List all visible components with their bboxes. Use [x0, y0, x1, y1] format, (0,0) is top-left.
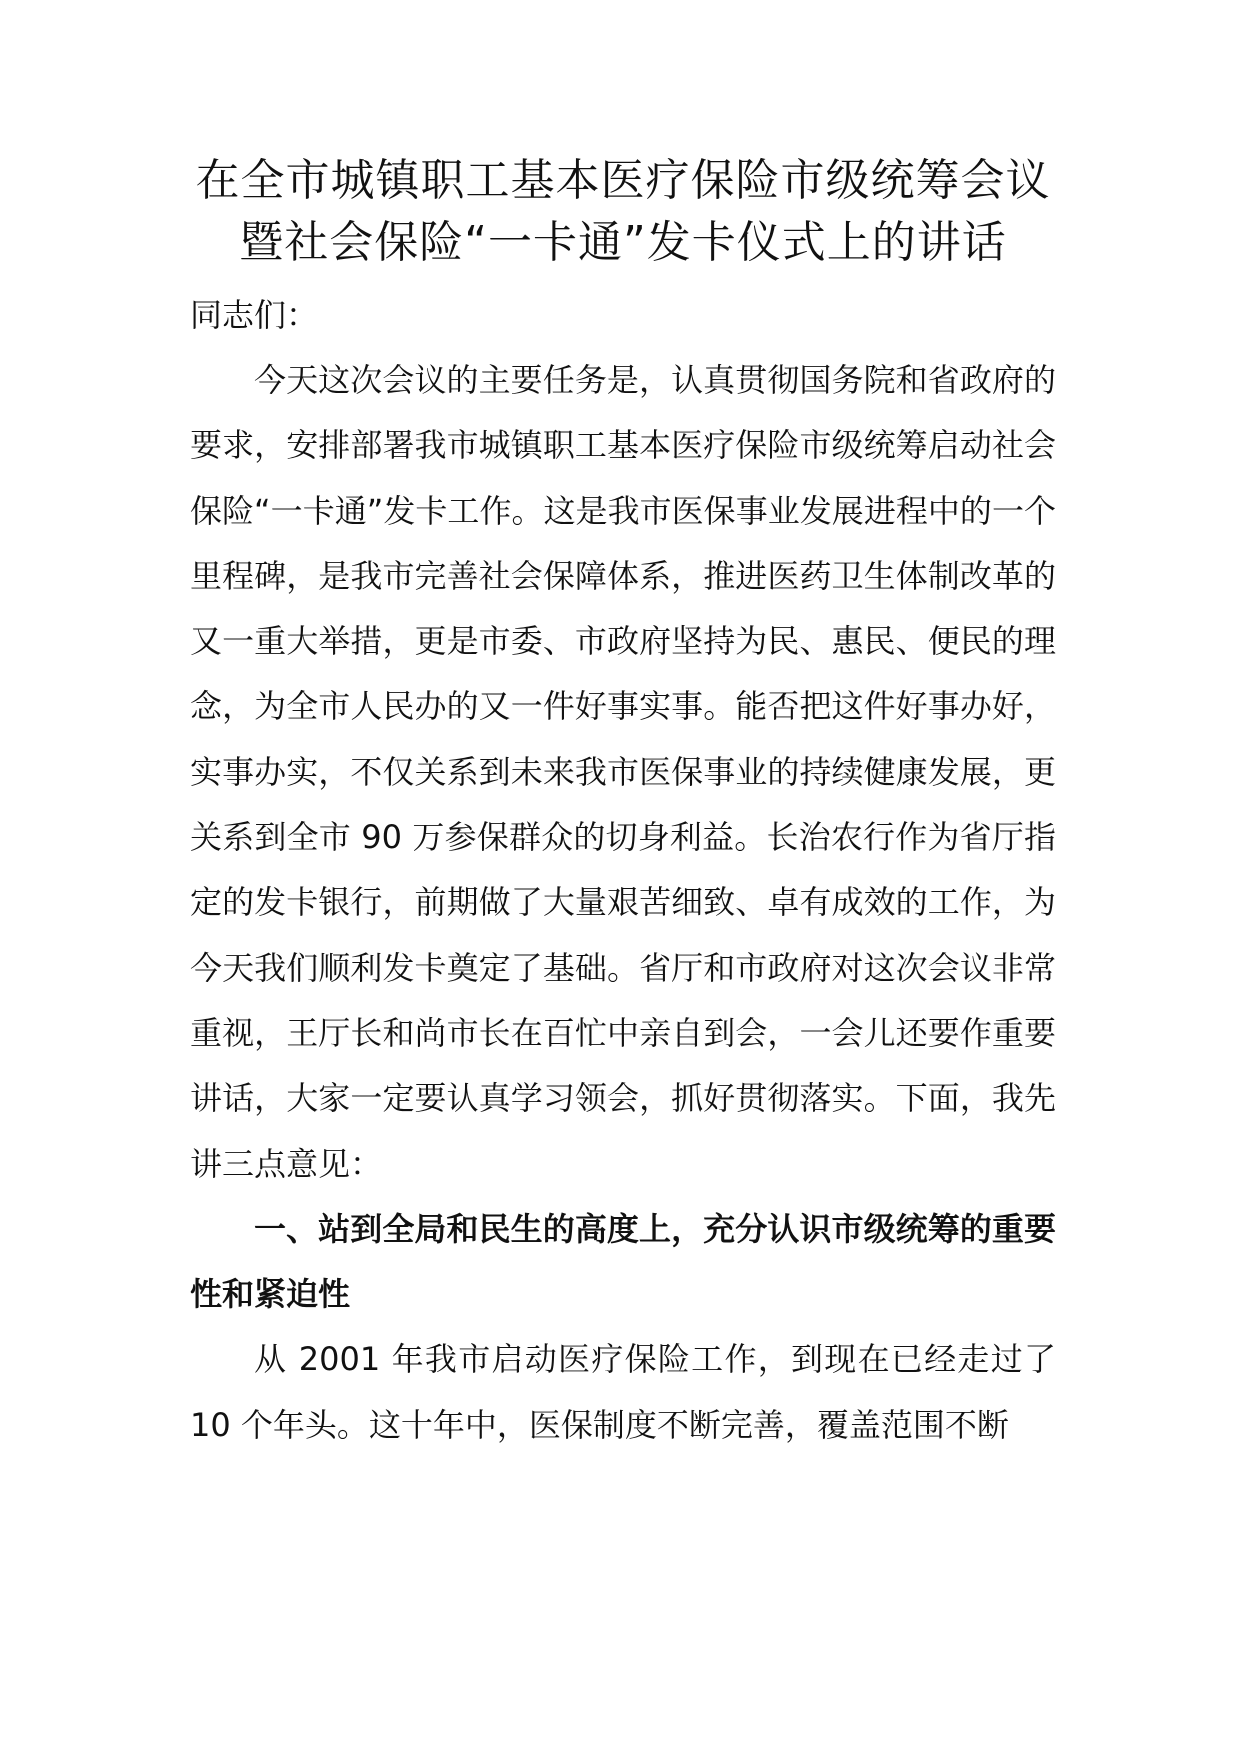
document-title: 在全市城镇职工基本医疗保险市级统筹会议暨社会保险“一卡通”发卡仪式上的讲话 [195, 155, 1051, 268]
body-paragraph: 今天这次会议的主要任务是，认真贯彻国务院和省政府的要求，安排部署我市城镇职工基本医疗保险市级统筹启动社会保险“一卡通”发卡工作。这是我市医保事业发展进程中的一个里程碑，是我市完善社会保障体系，推进医药卫生体制改革的又一重大举措，更是市委、市政府坚持为民、惠民、便民的理念，为全市人民办的又一件好事实事。能否把这件好事办好，实事办实，不仅关系到未来我市医保事业的持续健康发展，更关系到全市 90 万参保群众的切身利益。长治农行作为省厅指定的发卡银行，前期做了大量艰苦细致、卓有成效的工作，为今天我们顺利发卡奠定了基础。省厅和市政府对这次会议非常重视，王厅长和尚市长在百忙中亲自到会，一会儿还要作重要讲话，大家一定要认真学习领会，抓好贯彻落实。下面，我先讲三点意见： [190, 361, 1056, 1183]
salutation: 同志们： [190, 296, 319, 334]
section-paragraph: 从 2001 年我市启动医疗保险工作，到现在已经走过了 10 个年头。这十年中，医保制度不断完善，覆盖范围不断 [190, 1340, 1056, 1444]
section-heading: 一、站到全局和民生的高度上，充分认识市级统筹的重要性和紧迫性 [190, 1209, 1056, 1314]
document-page [190, 150, 1056, 1458]
